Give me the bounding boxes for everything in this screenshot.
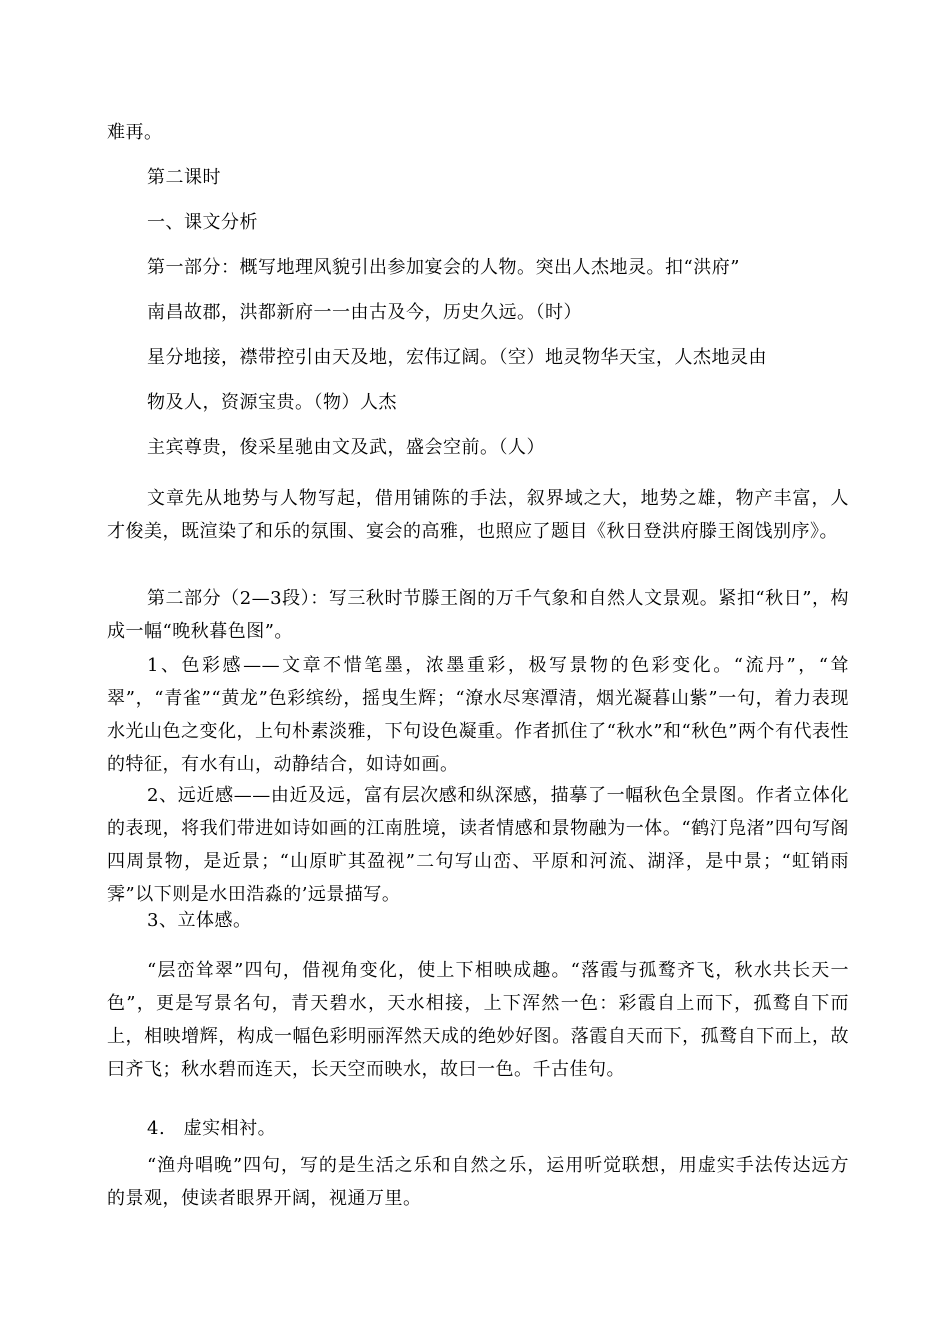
part1-line: 星分地接，襟带控引由天及地，宏伟辽阔。（空）地灵物华天宝，人杰地灵由 [147, 347, 767, 368]
3d-paragraph: “层峦耸翠”四句，借视角变化，使上下相映成趣。“落霞与孤鹜齐飞，秋水共长天一色”，更是写景名句，青天碧水，天水相接，上下浑然一色：彩霞自上而下，孤鹜自下而上，相映增辉，构成一幅色彩明丽浑然天成的绝妙好图。落霞自天而下，孤鹜自下而上，故曰齐飞；秋水碧而连天，长天空而映水，故曰一色。千古佳句。 [107, 960, 849, 1080]
part1-line: 南昌故郡，洪都新府一一由古及今，历史久远。（时） [147, 302, 582, 323]
part1-line: 第一部分：概写地理风貌引出参加宴会的人物。突出人杰地灵。扣“洪府” [147, 257, 740, 278]
text-line: 难再。 [107, 122, 163, 143]
part1-line: 主宾尊贵，俊采星驰由文及武，盛会空前。（人） [147, 437, 545, 458]
part1-line: 物及人，资源宝贵。（物）人杰 [147, 392, 397, 413]
section-heading: 4. 虚实相衬。 [147, 1118, 277, 1139]
summary-paragraph: 文章先从地势与人物写起，借用铺陈的手法，叙界域之大，地势之雄，物产丰富，人才俊美，既渲染了和乐的氛围、宴会的高雅，也照应了题目《秋日登洪府滕王阁饯别序》。 [107, 488, 849, 542]
color-paragraph: 1、色彩感——文章不惜笔墨，浓墨重彩，极写景物的色彩变化。“流丹”，“耸翠”，“青雀”“黄龙”色彩缤纷，摇曳生辉；“潦水尽寒潭清，烟光凝暮山紫”一句，着力表现水光山色之变化，上句朴素淡雅，下句设色凝重。作者抓住了“秋水”和“秋色”两个有代表性的特征，有水有山，动静结合，如诗如画。 [107, 655, 849, 775]
section-heading: 一、课文分析 [147, 212, 258, 233]
virtual-paragraph: “渔舟唱晚”四句，写的是生活之乐和自然之乐，运用听觉联想，用虚实手法传达远方的景观，使读者眼界开阔，视通万里。 [107, 1155, 849, 1209]
part2-paragraph: 第二部分（2—3段）：写三秋时节滕王阁的万千气象和自然人文景观。紧扣“秋日”，构成一幅“晚秋暮色图”。 [107, 588, 849, 642]
section-heading: 3、立体感。 [147, 910, 252, 931]
lesson-heading: 第二课时 [147, 167, 221, 188]
distance-paragraph: 2、远近感——由近及远，富有层次感和纵深感，描摹了一幅秋色全景图。作者立体化的表现，将我们带进如诗如画的江南胜境，读者情感和景物融为一体。“鹤汀凫渚”四句写阁四周景物，是近景；“山原旷其盈视”二句写山峦、平原和河流、湖泽，是中景；“虹销雨霁”以下则是水田浩淼的’远景描写。 [107, 785, 849, 905]
